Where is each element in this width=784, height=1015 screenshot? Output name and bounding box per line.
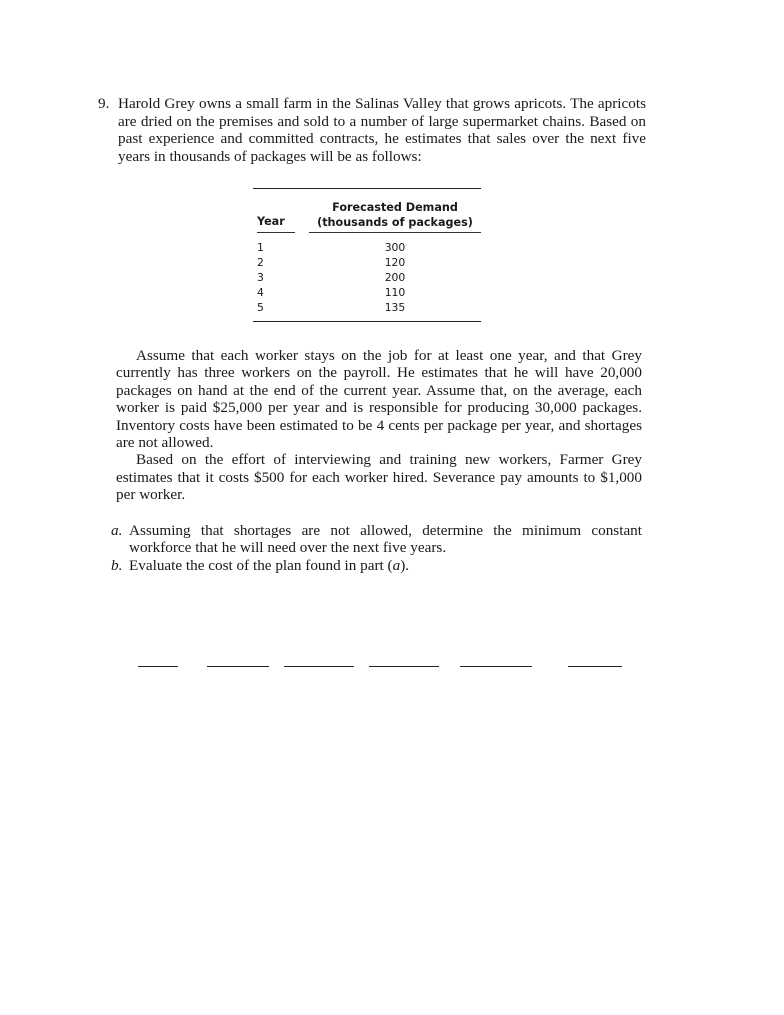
part-a-label: a. [111, 522, 123, 539]
problem-9 [98, 95, 646, 165]
row-demand: 135 [384, 301, 406, 314]
table-bottom-rule [253, 321, 481, 322]
part-b [111, 556, 642, 574]
header-year: Year [257, 215, 285, 228]
table-row [253, 301, 481, 316]
table-top-rule [253, 188, 481, 189]
problem-number: 9. [98, 95, 110, 112]
part-b-text-italic: a [392, 556, 401, 574]
part-a-text: Assuming that shortages are not allowed, determine the minimum constant workforce that he will need over the next five years. [129, 522, 642, 557]
part-b-text [129, 557, 642, 574]
row-year: 4 [257, 286, 264, 299]
answer-blank-6 [568, 666, 622, 667]
table-row [253, 241, 481, 256]
part-b-label: b. [111, 556, 123, 574]
header-demand-rule [309, 232, 481, 233]
paragraph-hiring-costs: Based on the effort of interviewing and training new workers, Farmer Grey estimates that it costs $500 for each worker hired. Severance pay amounts to $1,000 per worker. [116, 451, 642, 504]
row-year: 1 [257, 241, 264, 254]
problem-parts [111, 522, 642, 574]
row-demand: 200 [384, 271, 406, 284]
header-demand-line1: Forecasted Demand [332, 201, 458, 214]
row-demand: 110 [384, 286, 406, 299]
table-row [253, 286, 481, 301]
row-year: 5 [257, 301, 264, 314]
table-row [253, 256, 481, 271]
answer-blank-3 [284, 666, 354, 667]
row-year: 2 [257, 256, 264, 269]
answer-blank-5 [460, 666, 532, 667]
problem-intro: Harold Grey owns a small farm in the Salinas Valley that grows apricots. The apricots are dried on the premises and sold to a number of large supermarket chains. Based on past experience and committed contracts, he estimates that sales over the next five years in thousands of packages will be as follows: [118, 95, 646, 165]
row-year: 3 [257, 271, 264, 284]
answer-blank-4 [369, 666, 439, 667]
table-row [253, 271, 481, 286]
part-a [111, 522, 642, 557]
part-b-text-before: Evaluate the cost of the plan found in part ( [129, 556, 393, 574]
row-demand: 300 [384, 241, 406, 254]
header-demand-line2: (thousands of packages) [317, 216, 473, 229]
answer-blank-2 [207, 666, 269, 667]
header-demand [309, 200, 481, 230]
problem-body [116, 347, 642, 504]
row-demand: 120 [384, 256, 406, 269]
part-b-text-after: ). [400, 556, 410, 574]
paragraph-assumptions: Assume that each worker stays on the job for at least one year, and that Grey currently has three workers on the payroll. He estimates that he will have 20,000 packages on hand at the end of the current year. Assume that, on the average, each worker is paid $25,000 per year and is responsible for producing 30,000 packages. Inventory costs have been estimated to be 4 cents per package per year, and shortages are not allowed. [116, 347, 642, 452]
header-year-rule [257, 232, 295, 233]
answer-blank-1 [138, 666, 178, 667]
